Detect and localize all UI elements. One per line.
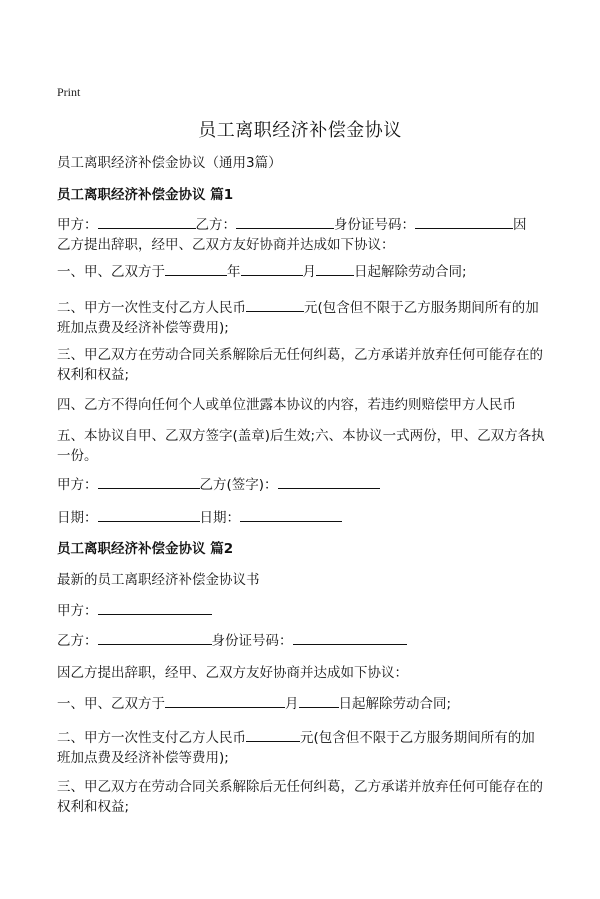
sign-a-blank [98,474,200,489]
section2-item2-cont: 班加点费及经济补偿等费用); [57,750,229,766]
print-label: Print [57,85,81,99]
sign-b-label: 乙方(签字)： [199,477,278,493]
section1-item3: 三、甲乙双方在劳动合同关系解除后无任何纠葛，乙方承诺并放弃任何可能存在的 [57,347,543,363]
intro-line: 员工离职经济补偿金协议（通用3篇） [57,155,282,171]
section2-item3: 三、甲乙双方在劳动合同关系解除后无任何纠葛，乙方承诺并放弃任何可能存在的 [57,779,543,795]
party-b-label: 乙方： [195,217,236,233]
item1-end: 日起解除劳动合同; [354,264,467,280]
date-b-blank [240,507,342,522]
section2-intro-line: 因乙方提出辞职，经甲、乙双方友好协商并达成如下协议： [57,665,408,681]
id-number-blank [415,214,513,229]
section2-item3-cont: 权利和权益; [57,799,130,815]
section1-item3-cont: 权利和权益; [57,367,130,383]
date-a-label: 日期： [57,510,98,526]
item2-text: 二、甲方一次性支付乙方人民币 [57,300,246,316]
sign-a-label: 甲方： [57,477,98,493]
section1-heading: 员工离职经济补偿金协议 篇1 [57,187,234,203]
item2-text: 二、甲方一次性支付乙方人民币 [57,730,246,746]
section1-item1 [57,261,557,283]
date-a-blank [98,507,200,522]
party-a-blank [98,214,196,229]
party-a-label: 甲方： [57,217,98,233]
party-b-label: 乙方： [57,633,98,649]
because-text: 因 [513,217,527,233]
amount-blank [246,727,300,742]
month-label: 月 [302,264,316,280]
section1-item4: 四、乙方不得向任何个人或单位泄露本协议的内容，若违约则赔偿甲方人民币 [57,397,516,413]
amount-blank [246,297,304,312]
id-number-label: 身份证号码： [211,633,293,649]
id-number-blank [293,630,407,645]
section1-item2 [57,297,557,319]
item2-text-b: 元(包含但不限于乙方服务期间所有的加 [300,730,535,746]
section2-item1 [57,693,557,715]
sign-b-blank [278,474,380,489]
section1-item2-cont: 班加点费及经济补偿等费用); [57,320,229,336]
year-label: 年 [227,264,241,280]
item1-text: 一、甲、乙双方于 [57,264,165,280]
month-blank [241,261,303,276]
section1-item5-cont: 一份。 [57,448,98,464]
date-b-label: 日期： [199,510,240,526]
section2-heading: 员工离职经济补偿金协议 篇2 [57,541,234,557]
section2-party-a-line [57,600,557,622]
item1-end: 日起解除劳动合同; [338,696,452,712]
year-blank [165,261,227,276]
section2-subtitle: 最新的员工离职经济补偿金协议书 [57,572,260,588]
section1-item5: 五、本协议自甲、乙双方签字(盖章)后生效;六、本协议一式两份，甲、乙双方各执 [57,428,545,444]
document-title: 员工离职经济补偿金协议 [198,120,402,141]
item2-text-b: 元(包含但不限于乙方服务期间所有的加 [304,300,539,316]
year-month-blank [165,693,285,708]
item1-text: 一、甲、乙双方于 [57,696,165,712]
party-a-label: 甲方： [57,603,98,619]
section2-item2 [57,727,557,749]
month-label: 月 [285,696,299,712]
section2-party-b-line [57,630,557,652]
party-b-blank [236,214,334,229]
section1-signature-line [57,474,557,496]
section1-intro-line: 乙方提出辞职，经甲、乙双方友好协商并达成如下协议： [57,237,395,253]
party-b-blank [98,630,212,645]
section1-date-line [57,507,557,529]
day-blank [299,693,339,708]
day-blank [316,261,354,276]
party-a-blank [98,600,212,615]
section1-parties-line [57,214,557,236]
id-number-label: 身份证号码： [334,217,415,233]
